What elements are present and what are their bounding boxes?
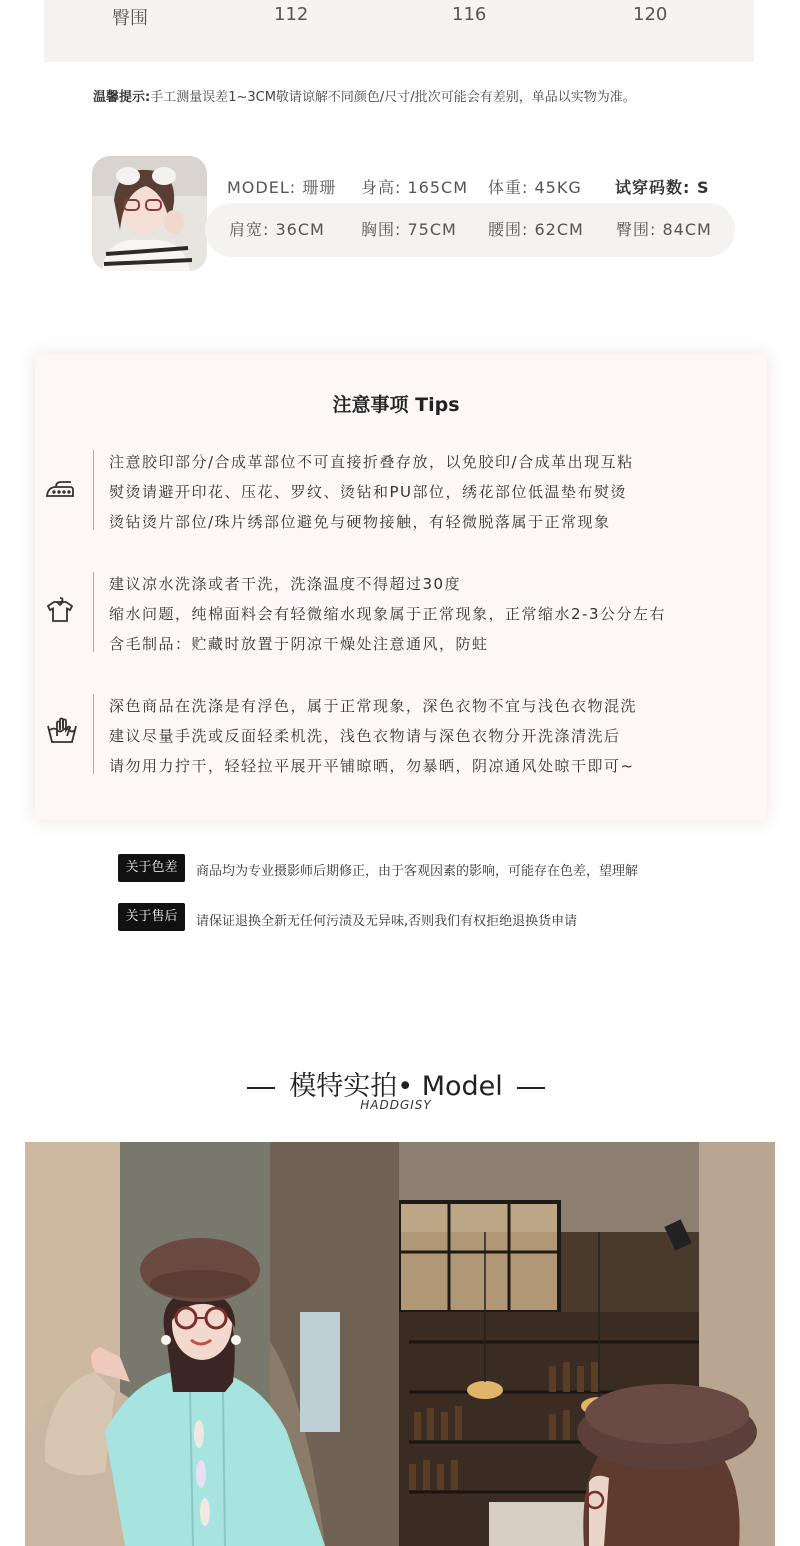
model-shoulder: 肩宽: 36CM (229, 220, 325, 239)
tip-line: 深色商品在洗涤是有浮色，属于正常现象，深色衣物不宜与浅色衣物混洗 (109, 697, 638, 715)
model-waist: 腰围: 62CM (488, 220, 584, 239)
tip-divider (93, 694, 94, 774)
model-weight: 体重: 45KG (488, 178, 582, 197)
note-tag-aftersale: 关于售后 (118, 903, 185, 931)
note-text-color: 商品均为专业摄影师后期修正，由于客观因素的影响，可能存在色差，望理解 (196, 864, 639, 879)
hint-text: 手工测量误差1~3CM敬请谅解不同颜色/尺寸/批次可能会有差别，单品以实物为准。 (150, 90, 636, 105)
hint-label: 温馨提示: (93, 90, 151, 105)
hand-wash-icon (46, 714, 78, 746)
size-value: 120 (633, 4, 668, 25)
model-photo-right (399, 1142, 775, 1546)
model-hip: 臀围: 84CM (616, 220, 712, 239)
tip-line: 请勿用力拧干，轻轻拉平展开平铺晾晒，勿暴晒，阴凉通风处晾干即可~ (109, 757, 635, 775)
measurement-hint (93, 86, 636, 105)
size-value: 112 (274, 4, 309, 25)
note-tag-color: 关于色差 (118, 854, 185, 882)
model-name: MODEL: 珊珊 (227, 178, 337, 197)
tip-divider (93, 572, 94, 652)
tip-line: 含毛制品：贮藏时放置于阴凉干燥处注意通风，防蛀 (109, 635, 489, 653)
model-avatar (92, 156, 207, 271)
size-value: 116 (452, 4, 487, 25)
model-title-text: 模特实拍• Model (289, 1071, 503, 1102)
tip-divider (93, 450, 94, 530)
size-row-hip (44, 4, 754, 28)
tip-line: 注意胶印部分/合成革部位不可直接折叠存放，以免胶印/合成革出现互粘 (109, 453, 634, 471)
model-chest: 胸围: 75CM (361, 220, 457, 239)
model-photo-left (25, 1142, 399, 1546)
title-dash-left (247, 1087, 275, 1089)
title-dash-right (517, 1087, 545, 1089)
model-section-subtitle: HADDGISY (360, 1098, 432, 1112)
model-height: 身高: 165CM (361, 178, 468, 197)
size-table (44, 0, 754, 62)
model-try-size: 试穿码数: S (615, 178, 710, 197)
tip-line: 烫钻烫片部位/珠片绣部位避免与硬物接触，有轻微脱落属于正常现象 (109, 513, 611, 531)
size-row-label: 臀围 (112, 8, 148, 29)
iron-icon (44, 472, 76, 504)
tip-line: 熨烫请避开印花、压花、罗纹、烫钻和PU部位，绣花部位低温垫布熨烫 (109, 483, 628, 501)
hanger-shirt-icon (44, 592, 76, 624)
tip-line: 建议凉水洗涤或者干洗，洗涤温度不得超过30度 (109, 575, 462, 593)
tip-line: 缩水问题，纯棉面料会有轻微缩水现象属于正常现象，正常缩水2-3公分左右 (109, 605, 667, 623)
note-text-aftersale: 请保证退换全新无任何污渍及无异味,否则我们有权拒绝退换货申请 (196, 914, 578, 929)
tip-line: 建议尽量手洗或反面轻柔机洗，浅色衣物请与深色衣物分开洗涤清洗后 (109, 727, 621, 745)
tips-title: 注意事项 Tips (332, 394, 460, 416)
